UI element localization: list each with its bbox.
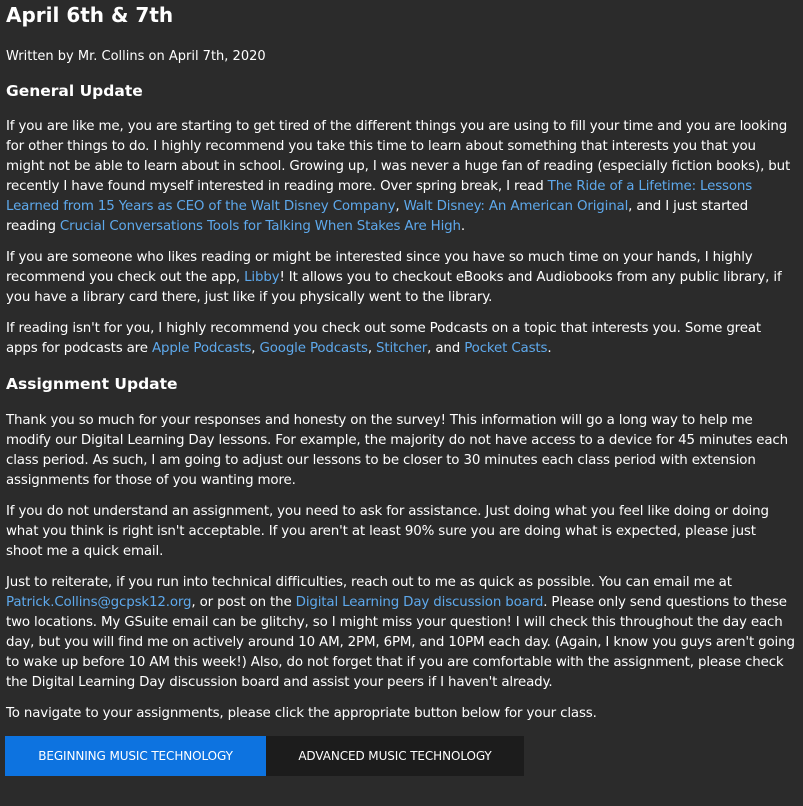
paragraph-text: Just to reiterate, if you run into technical difficulties, reach out to me as quick as possible. You can email me at [6,575,732,590]
link-google-podcasts[interactable]: Google Podcasts [259,341,368,356]
paragraph-text: . Please only send questions to these two locations. My GSuite email can be glitchy, so I might miss your question! I will check this throughout the day each day, but you will find me on actively around 10 AM, 2PM, 6PM, and 10PM each day. (Again, I know you guys aren't going to wake up before 10 AM this week!) Also, do not forget that if you are comfortable with the assignment, please check the Digital Learning Day discussion board and assist your peers if I haven't already. [6,595,795,690]
class-button-group [5,736,796,776]
beginning-music-technology-button[interactable]: BEGINNING MUSIC TECHNOLOGY [5,736,266,776]
paragraph-text: , [395,199,404,214]
paragraph-reading [6,117,796,237]
paragraph-text: If reading isn't for you, I highly recommend you check out some Podcasts on a topic that interests you. Some great apps for podcasts are [6,321,761,356]
paragraph-text: , [251,341,260,356]
paragraph-text: , and I just started reading [6,199,748,234]
link-pocket-casts[interactable]: Pocket Casts [464,341,548,356]
link-ride-of-a-lifetime[interactable]: The Ride of a Lifetime: Lessons Learned from 15 Years as CEO of the Walt Disney Company [6,179,753,214]
paragraph-survey: Thank you so much for your responses and honesty on the survey! This information will go a long way to help me modify our Digital Learning Day lessons. For example, the majority do not have access to a device for 45 minutes each class period. As such, I am going to adjust our lessons to be closer to 30 minutes each class period with extension assignments for those of you wanting more. [6,413,788,488]
link-stitcher[interactable]: Stitcher [376,341,428,356]
post-byline: Written by Mr. Collins on April 7th, 2020 [6,49,266,64]
paragraph-text: . [460,219,465,234]
paragraph-text: ! It allows you to checkout eBooks and Audiobooks from any public library, if you have a library card there, just like if you physically went to the library. [6,270,782,305]
paragraph-text: , or post on the [191,595,296,610]
link-crucial-conversations[interactable]: Crucial Conversations Tools for Talking When Stakes Are High [59,219,461,234]
paragraph-podcasts [6,319,796,359]
link-discussion-board[interactable]: Digital Learning Day discussion board [295,595,544,610]
paragraph-libby [6,248,796,308]
post-title: April 6th & 7th [6,3,174,27]
paragraph-text: If you are like me, you are starting to get tired of the different things you are using to fill your time and you are looking for other things to do. I highly recommend you take this time to learn about something that interests you that you might not be able to learn about in school. Growing up, I was never a huge fan of reading (especially fiction books), but recently I have found myself interested in reading more. Over spring break, I read [6,119,791,194]
paragraph-text: , and [427,341,465,356]
section-heading-general-update: General Update [6,82,143,100]
section-heading-assignment-update: Assignment Update [6,375,178,393]
paragraph-ask-assistance: If you do not understand an assignment, you need to ask for assistance. Just doing what you feel like doing or doing what you think is right isn't acceptable. If you aren't at least 90% sure you are doing what is expected, please just shoot me a quick email. [6,504,769,559]
paragraph-navigate: To navigate to your assignments, please click the appropriate button below for your class. [6,706,597,721]
link-apple-podcasts[interactable]: Apple Podcasts [151,341,252,356]
link-walt-disney-american-original[interactable]: Walt Disney: An American Original [403,199,629,214]
paragraph-text: If you are someone who likes reading or might be interested since you have so much time on your hands, I highly recommend you check out the app, [6,250,753,285]
link-libby[interactable]: Libby [244,270,280,285]
paragraph-contact [6,573,796,693]
link-email[interactable]: Patrick.Collins@gcpsk12.org [6,595,192,610]
advanced-music-technology-button[interactable]: ADVANCED MUSIC TECHNOLOGY [266,736,524,776]
paragraph-text: . [547,341,552,356]
paragraph-text: , [367,341,377,356]
